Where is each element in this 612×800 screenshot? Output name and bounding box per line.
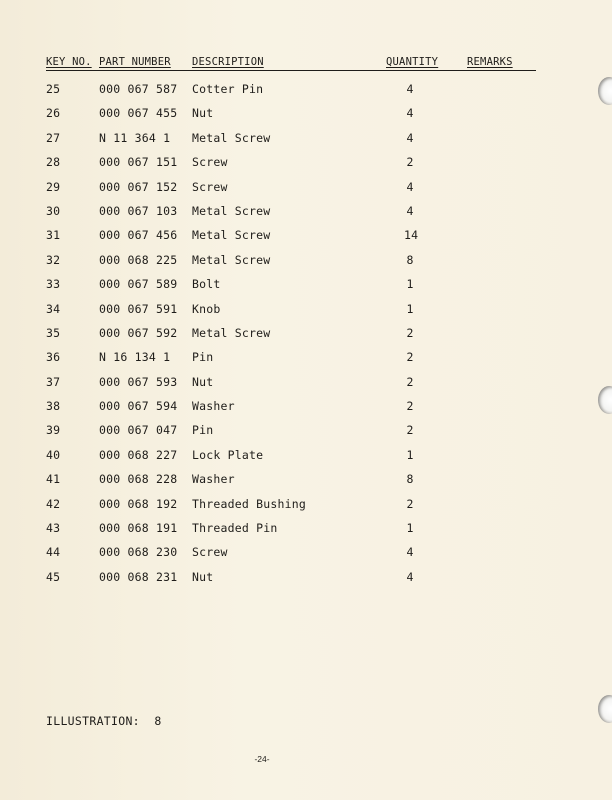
key-no-cell: 40 [46,447,61,462]
part-number-cell: 000 067 455 [99,106,178,121]
illustration-label: ILLUSTRATION: [46,714,140,728]
part-number-cell: 000 067 103 [99,203,178,218]
header-description: DESCRIPTION [192,56,264,68]
quantity-cell: 4 [406,569,414,584]
table-row [46,545,536,569]
key-no-cell: 41 [46,472,61,487]
table-row [46,302,536,326]
part-number-cell: 000 067 587 [99,82,178,96]
part-number-cell: 000 068 227 [99,447,178,462]
part-number-cell: 000 068 225 [99,252,178,267]
quantity-cell: 4 [406,545,414,560]
quantity-cell: 4 [406,179,414,194]
description-cell: Screw [192,545,228,560]
key-no-cell: 33 [46,277,61,292]
table-row [46,155,536,179]
quantity-cell: 2 [406,325,414,340]
key-no-cell: 38 [46,399,61,414]
key-no-cell: 32 [46,252,61,267]
description-cell: Lock Plate [192,447,264,462]
part-number-cell: 000 067 594 [99,399,178,414]
key-no-cell: 37 [46,374,61,389]
table-row [46,253,536,277]
quantity-cell: 4 [406,82,414,96]
description-cell: Cotter Pin [192,82,264,96]
table-row [46,497,536,521]
key-no-cell: 39 [46,423,61,438]
quantity-cell: 8 [406,252,414,267]
parts-table-header [46,56,536,70]
part-number-cell: 000 068 231 [99,569,178,584]
description-cell: Knob [192,301,221,316]
table-row [46,204,536,228]
table-row [46,570,536,594]
description-cell: Metal Screw [192,203,271,218]
table-row [46,375,536,399]
part-number-cell: 000 067 047 [99,423,178,438]
quantity-cell: 4 [406,130,414,145]
table-row [46,131,536,155]
table-row [46,180,536,204]
key-no-cell: 44 [46,545,61,560]
table-row [46,326,536,350]
description-cell: Metal Screw [192,252,271,267]
parts-table-body [46,82,536,594]
key-no-cell: 29 [46,179,61,194]
page-number: -24- [254,754,270,764]
table-row [46,350,536,374]
quantity-cell: 8 [406,472,414,487]
part-number-cell: 000 068 228 [99,472,178,487]
binder-hole [598,386,612,414]
description-cell: Bolt [192,277,221,292]
header-key-no: KEY NO. [46,56,92,68]
description-cell: Screw [192,155,228,170]
key-no-cell: 43 [46,521,61,536]
description-cell: Metal Screw [192,325,271,340]
part-number-cell: 000 067 589 [99,277,178,292]
part-number-cell: 000 068 192 [99,496,178,511]
description-cell: Metal Screw [192,228,271,243]
table-row [46,106,536,130]
description-cell: Threaded Pin [192,521,278,536]
illustration-reference [46,714,162,728]
part-number-cell: 000 067 593 [99,374,178,389]
part-number-cell: 000 067 591 [99,301,178,316]
key-no-cell: 45 [46,569,61,584]
header-remarks: REMARKS [467,56,513,68]
table-row [46,448,536,472]
key-no-cell: 28 [46,155,61,170]
quantity-cell: 4 [406,203,414,218]
description-cell: Nut [192,106,214,121]
table-row [46,472,536,496]
description-cell: Nut [192,569,214,584]
quantity-cell: 4 [406,106,414,121]
key-no-cell: 30 [46,203,61,218]
quantity-cell: 2 [406,399,414,414]
table-row [46,82,536,106]
header-rule [46,70,536,71]
binder-hole [598,695,612,723]
quantity-cell: 14 [404,228,419,243]
key-no-cell: 42 [46,496,61,511]
key-no-cell: 26 [46,106,61,121]
description-cell: Pin [192,423,214,438]
description-cell: Nut [192,374,214,389]
quantity-cell: 2 [406,155,414,170]
key-no-cell: 27 [46,130,61,145]
quantity-cell: 2 [406,350,414,365]
quantity-cell: 1 [406,521,414,536]
part-number-cell: 000 067 151 [99,155,178,170]
quantity-cell: 2 [406,423,414,438]
description-cell: Screw [192,179,228,194]
table-row [46,521,536,545]
quantity-cell: 1 [406,447,414,462]
part-number-cell: 000 067 456 [99,228,178,243]
binder-hole [598,77,612,105]
header-quantity: QUANTITY [386,56,439,68]
part-number-cell: N 16 134 1 [99,350,171,365]
table-row [46,423,536,447]
part-number-cell: N 11 364 1 [99,130,171,145]
part-number-cell: 000 067 152 [99,179,178,194]
quantity-cell: 2 [406,496,414,511]
part-number-cell: 000 067 592 [99,325,178,340]
key-no-cell: 35 [46,325,61,340]
description-cell: Washer [192,399,235,414]
table-row [46,277,536,301]
key-no-cell: 36 [46,350,61,365]
quantity-cell: 1 [406,301,414,316]
table-row [46,399,536,423]
description-cell: Metal Screw [192,130,271,145]
quantity-cell: 1 [406,277,414,292]
part-number-cell: 000 068 230 [99,545,178,560]
description-cell: Pin [192,350,214,365]
header-part-number: PART NUMBER [99,56,171,68]
description-cell: Threaded Bushing [192,496,306,511]
illustration-number: 8 [154,714,162,728]
key-no-cell: 25 [46,82,61,96]
key-no-cell: 34 [46,301,61,316]
quantity-cell: 2 [406,374,414,389]
description-cell: Washer [192,472,235,487]
key-no-cell: 31 [46,228,61,243]
part-number-cell: 000 068 191 [99,521,178,536]
table-row [46,228,536,252]
